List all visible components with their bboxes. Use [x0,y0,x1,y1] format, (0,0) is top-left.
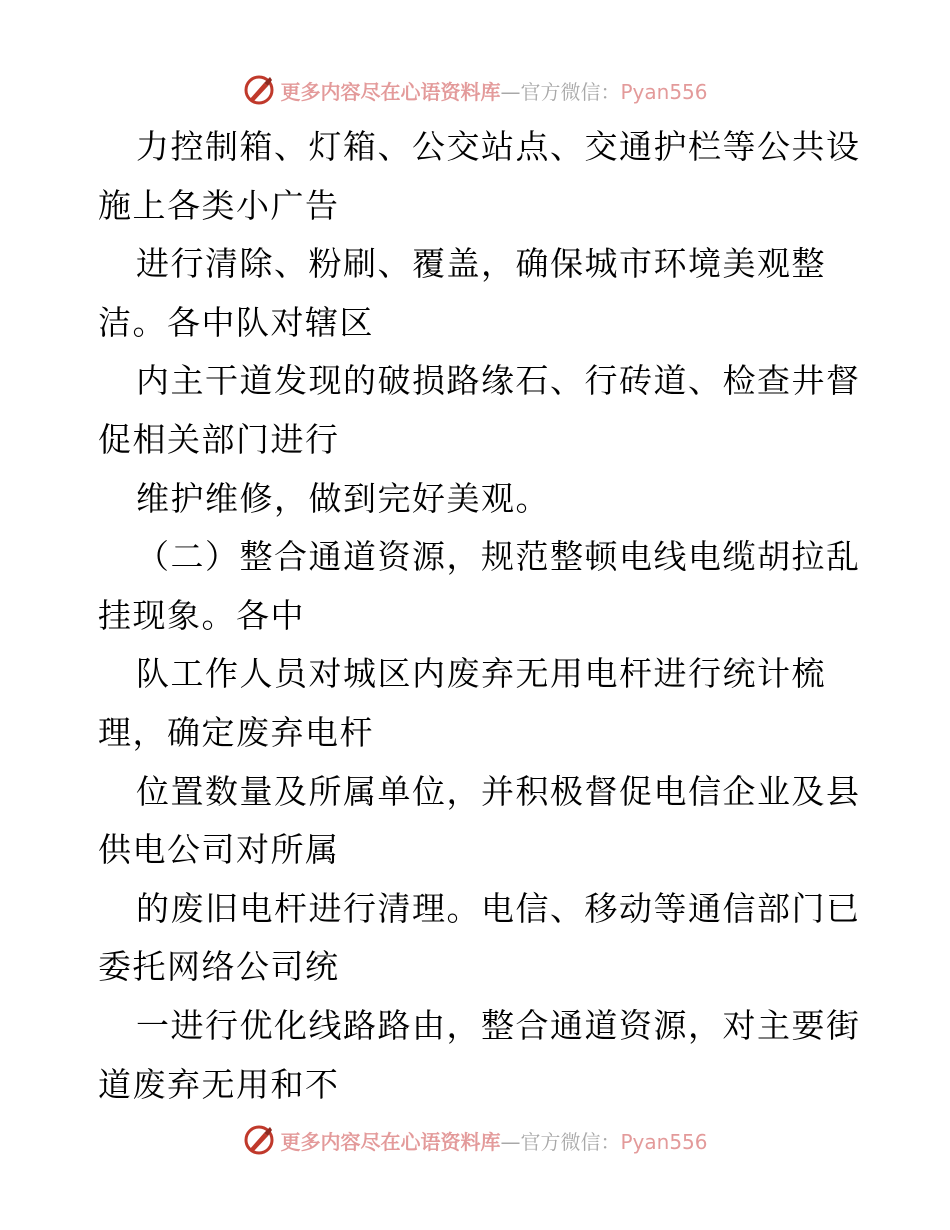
watermark-id-text: Pyan556 [620,1129,708,1154]
text-line: 促相关部门进行 [98,419,340,459]
watermark-main-text: 更多内容尽在心语资料库 [280,79,501,104]
text-line: 位置数量及所属单位，并积极督促电信企业及县 [136,771,861,811]
text-line: 洁。各中队对辖区 [98,302,374,342]
document-body [98,118,868,1114]
text-line: 施上各类小广告 [98,185,340,225]
quill-pen-circle-icon [242,73,276,107]
watermark-main-text: 更多内容尽在心语资料库 [280,1129,501,1154]
watermark-id-text: Pyan556 [620,79,708,104]
text-line: 进行清除、粉刷、覆盖，确保城市环境美观整 [136,244,826,284]
header-watermark [0,72,950,108]
watermark-sub-text: —官方微信： [500,1129,621,1154]
text-line: （二）整合通道资源，规范整顿电线电缆胡拉乱 [136,537,861,577]
text-line: 委托网络公司统 [98,947,340,987]
text-line: 维护维修，做到完好美观。 [136,478,550,518]
text-line: 队工作人员对城区内废弃无用电杆进行统计梳 [136,654,826,694]
text-line: 内主干道发现的破损路缘石、行砖道、检查井督 [136,361,861,401]
footer-watermark [0,1122,950,1158]
text-line: 道废弃无用和不 [98,1064,340,1104]
text-line: 力控制箱、灯箱、公交站点、交通护栏等公共设 [136,127,861,166]
text-line: 一进行优化线路路由，整合通道资源，对主要街 [136,1005,861,1045]
text-line: 供电公司对所属 [98,830,340,870]
text-line: 理，确定废弃电杆 [98,712,374,752]
watermark-sub-text: —官方微信： [500,79,621,104]
text-line: 挂现象。各中 [98,595,305,635]
quill-pen-circle-icon [242,1123,276,1157]
text-line: 的废旧电杆进行清理。电信、移动等通信部门已 [136,888,861,928]
